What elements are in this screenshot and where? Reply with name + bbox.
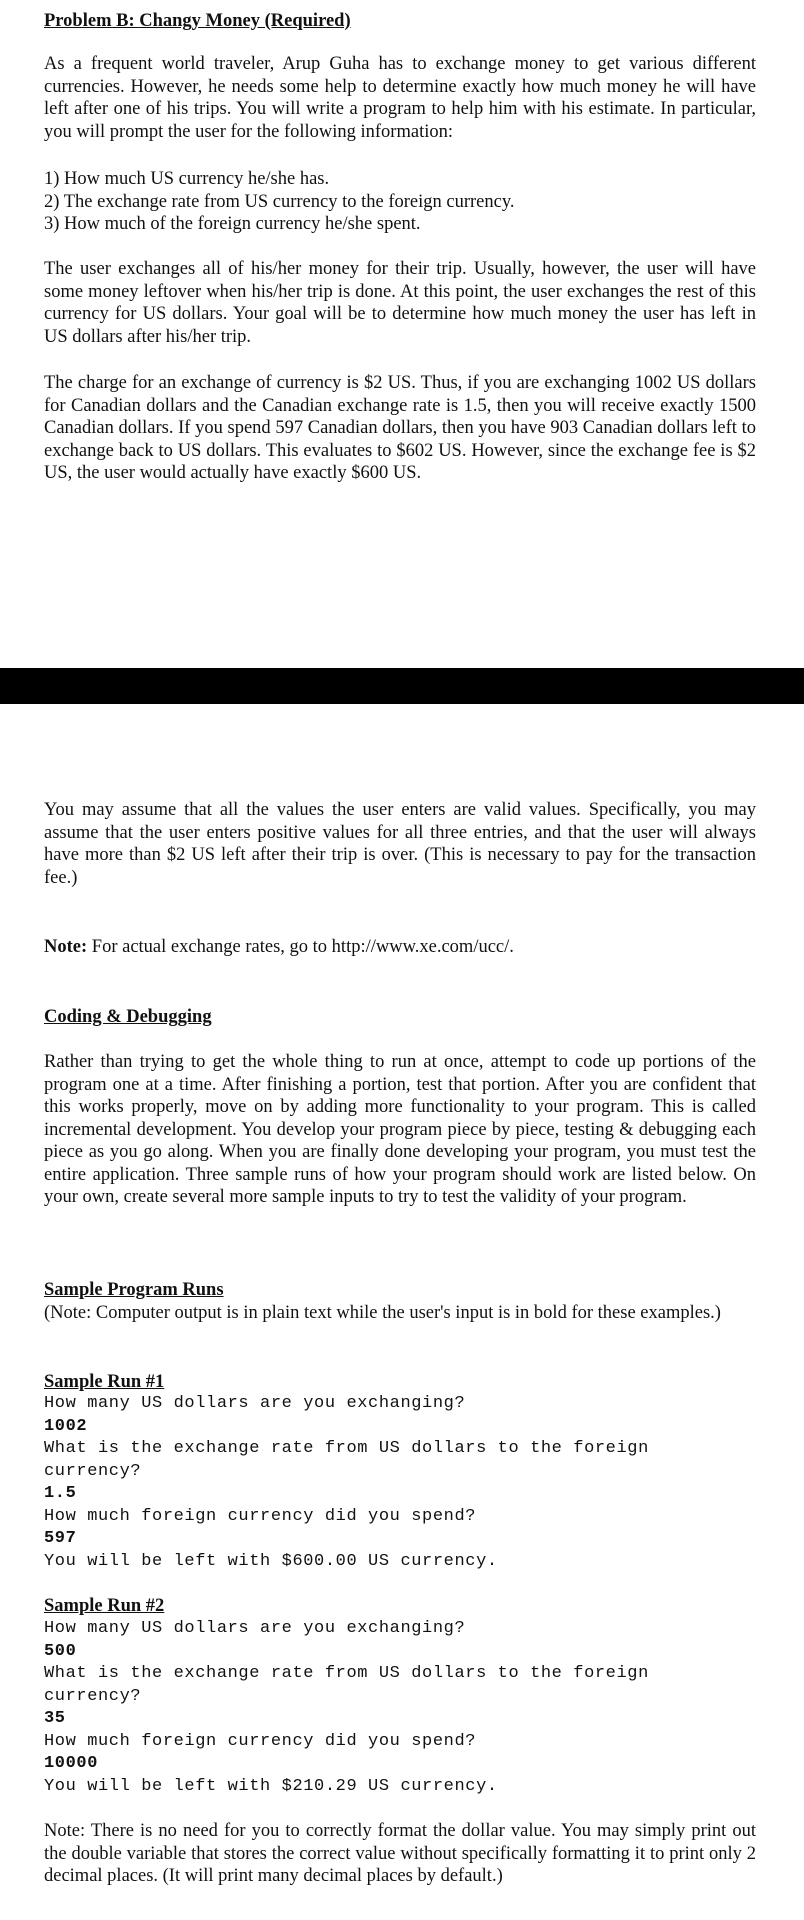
prompt-line: How many US dollars are you exchanging? [44,1619,466,1638]
rates-note [44,936,756,959]
assume-paragraph: You may assume that all the values the user enters are valid values. Specifically, you may assume that the user enters positive values for all three entries, and that the user will always have more than $2 US left after their trip is over. (This is necessary to pay for the transaction fee.) [44,800,756,888]
list-item: 3) How much of the foreign currency he/she spent. [44,214,421,234]
rates-note-label: Note: [44,937,88,957]
prompt-line: How much foreign currency did you spend? [44,1731,477,1751]
prompt-list [44,168,756,236]
problem-title: Problem B: Changy Money (Required) [44,11,351,31]
sample-run-2 [44,1618,756,1798]
result-line: You will be left with $600.00 US currency. [44,1551,498,1571]
list-item: 2) The exchange rate from US currency to the foreign currency. [44,191,515,212]
sample-run-2-title: Sample Run #2 [44,1596,165,1616]
user-input: 1002 [44,1416,88,1436]
sample-runs-note: (Note: Computer output is in plain text while the user's input is in bold for these examples.) [44,1303,721,1323]
sample-run-1 [44,1393,756,1573]
user-input: 500 [44,1641,77,1661]
result-line: You will be left with $210.29 US currency. [44,1776,498,1796]
user-input: 35 [44,1709,66,1728]
charge-paragraph: The charge for an exchange of currency is $2 US. Thus, if you are exchanging 1002 US dollars for Canadian dollars and the Canadian exchange rate is 1.5, then you will receive exactly 1500 Canadian dollars. If you spend 597 Canadian dollars, then you have 903 Canadian dollars left to exchange back to US dollars. This evaluates to $602 US. However, since the exchange fee is $2 US, the user would actually have exactly $600 US. [44,373,756,483]
exchange-paragraph: The user exchanges all of his/her money for their trip. Usually, however, the user will have some money leftover when his/her trip is done. At this point, the user exchanges the rest of this currency for US dollars. Your goal will be to determine how much money the user has left in US dollars after his/her trip. [44,259,756,347]
user-input: 10000 [44,1754,99,1773]
rates-note-text: For actual exchange rates, go to http://www.xe.com/ucc/. [87,937,514,957]
intro-paragraph: As a frequent world traveler, Arup Guha has to exchange money to get various different currencies. However, he needs some help to determine exactly how much money he will have left after one of his trips. You will write a program to help him with his estimate. In particular, you will prompt the user for the following information: [44,54,756,142]
coding-heading: Coding & Debugging [44,1007,212,1027]
sample-run-1-title: Sample Run #1 [44,1372,165,1392]
black-divider-bar [0,668,804,704]
prompt-line: How many US dollars are you exchanging? [44,1394,466,1413]
sample-runs-heading: Sample Program Runs [44,1280,224,1300]
prompt-line: What is the exchange rate from US dollars to the foreign currency? [44,1664,660,1706]
user-input: 1.5 [44,1484,77,1503]
prompt-line: How much foreign currency did you spend? [44,1506,477,1526]
list-item: 1) How much US currency he/she has. [44,169,330,189]
user-input: 597 [44,1529,77,1548]
coding-paragraph: Rather than trying to get the whole thing to run at once, attempt to code up portions of the program one at a time. After finishing a portion, test that portion. After you are confident that this works properly, move on by adding more functionality to your program. This is called incremental development. You develop your program piece by piece, testing & debugging each piece as you go along. When you are finally done developing your program, you must test the entire application. Three sample runs of how your program should work are listed below. On your own, create several more sample inputs to try to test the validity of your program. [44,1052,756,1207]
format-note: Note: There is no need for you to correctly format the dollar value. You may simply print out the double variable that stores the correct value without specifically formatting it to print only 2 decimal places. (It will print many decimal places by default.) [44,1821,756,1886]
prompt-line: What is the exchange rate from US dollars to the foreign currency? [44,1439,660,1481]
